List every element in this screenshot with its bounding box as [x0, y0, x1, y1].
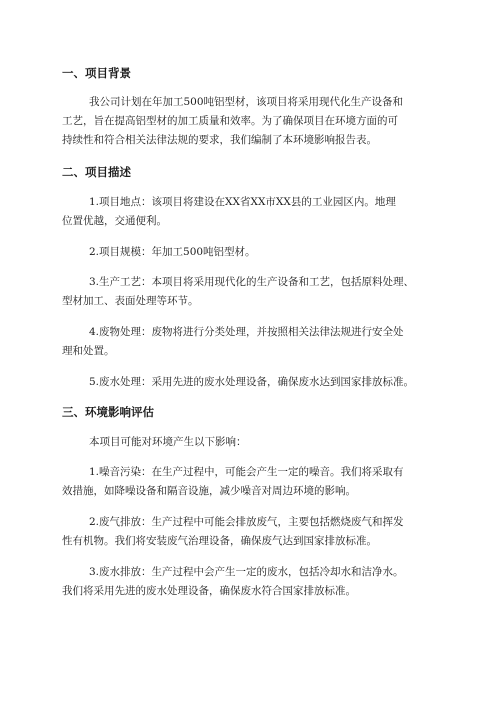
paragraph-line: 我公司计划在年加工500吨铝型材，该项目将采用现代化生产设备和 [89, 96, 404, 108]
section-heading-background: 一、项目背景 [62, 66, 131, 80]
paragraph-line: 5.废水处理：采用先进的废水处理设备，确保废水达到国家排放标准。 [89, 376, 415, 388]
paragraph-line: 我们将采用先进的废水处理设备，确保废水符合国家排放标准。 [62, 585, 356, 597]
paragraph-line: 效措施，如降噪设备和隔音设施，减少噪音对周边环境的影响。 [62, 485, 356, 497]
paragraph-line: 持续性和符合相关法律法规的要求，我们编制了本环境影响报告表。 [62, 134, 377, 146]
section-heading-description: 二、项目描述 [62, 165, 131, 179]
paragraph-line: 1.项目地点：该项目将建设在XX省XX市XX县的工业园区内。地理 [89, 196, 396, 208]
paragraph-line: 3.废水排放：生产过程中会产生一定的废水，包括冷却水和洁净水。 [89, 566, 404, 578]
paragraph-line: 4.废物处理：废物将进行分类处理，并按照相关法律法规进行安全处 [89, 326, 404, 338]
paragraph-line: 理和处置。 [62, 345, 115, 357]
paragraph-line: 3.生产工艺：本项目将采用现代化的生产设备和工艺，包括原料处理、 [89, 276, 415, 288]
paragraph-line: 型材加工、表面处理等环节。 [62, 295, 199, 307]
section-heading-assessment: 三、环境影响评估 [62, 405, 154, 419]
paragraph-line: 性有机物。我们将安装废气治理设备，确保废气达到国家排放标准。 [62, 535, 377, 547]
paragraph-line: 2.项目规模：年加工500吨铝型材。 [89, 246, 256, 258]
paragraph-line: 1.噪音污染：在生产过程中，可能会产生一定的噪音。我们将采取有 [89, 466, 404, 478]
paragraph-line: 工艺，旨在提高铝型材的加工质量和效率。为了确保项目在环境方面的可 [62, 115, 398, 127]
paragraph-line: 位置优越，交通便利。 [62, 215, 167, 227]
paragraph-line: 2.废气排放：生产过程中可能会排放废气，主要包括燃烧废气和挥发 [89, 516, 404, 528]
paragraph-line: 本项目可能对环境产生以下影响： [89, 436, 247, 448]
